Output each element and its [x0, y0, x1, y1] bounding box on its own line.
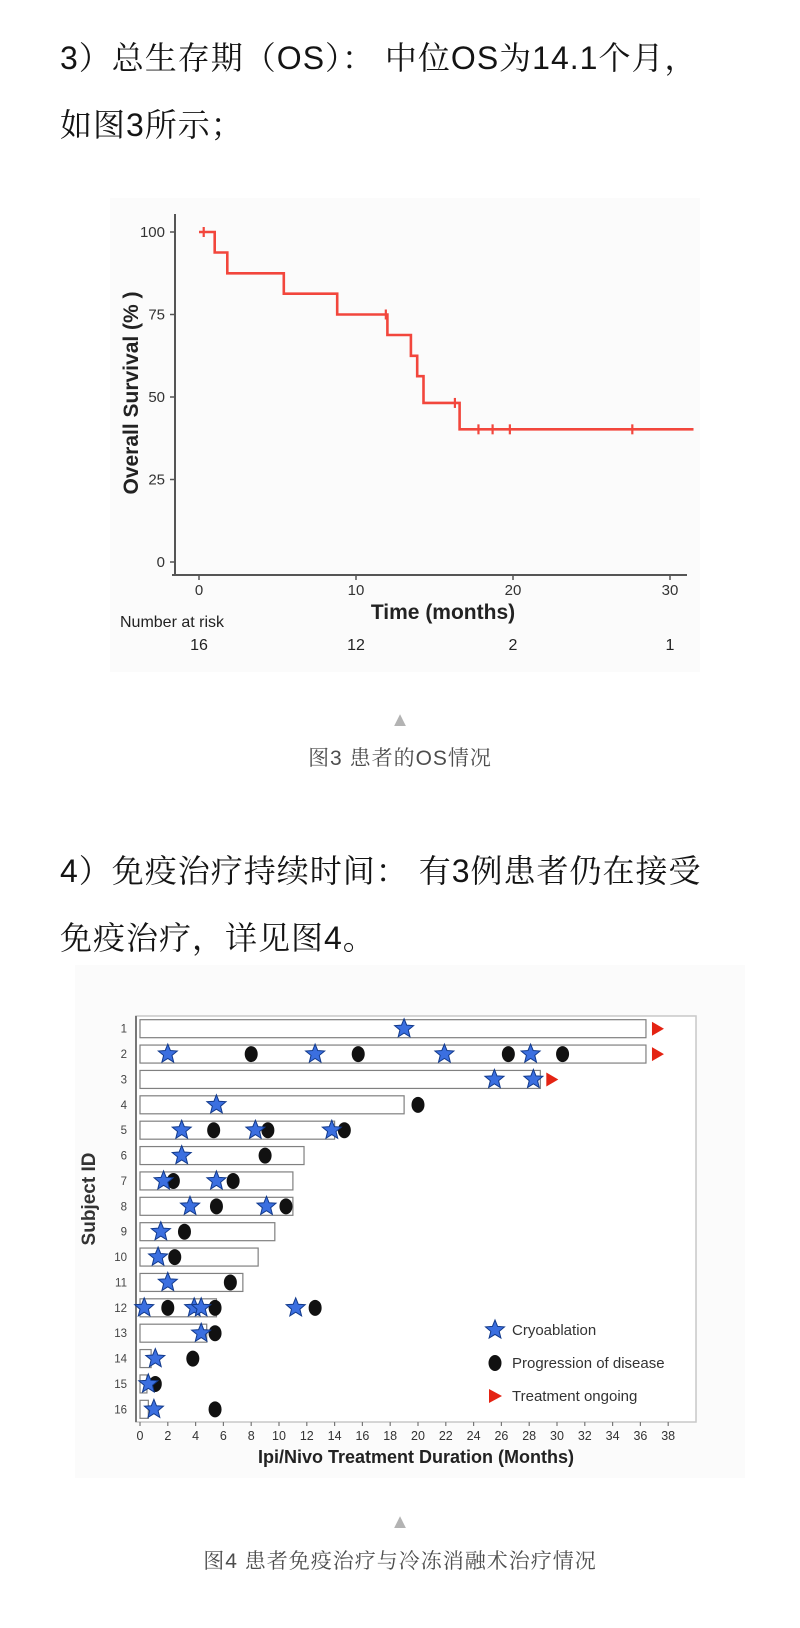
svg-text:Number at risk: Number at risk — [120, 614, 225, 631]
figure3-caption: 图3 患者的OS情况 — [308, 747, 492, 770]
svg-text:25: 25 — [148, 471, 165, 489]
svg-text:1: 1 — [665, 637, 675, 654]
svg-text:50: 50 — [148, 389, 165, 406]
svg-text:13: 13 — [114, 1328, 127, 1341]
figure3-collapse-icon[interactable]: ▲ — [390, 709, 410, 731]
svg-text:Time (months): Time (months) — [370, 601, 516, 624]
svg-text:32: 32 — [577, 1429, 592, 1443]
svg-text:5: 5 — [120, 1125, 127, 1138]
svg-text:3: 3 — [120, 1074, 127, 1087]
svg-text:10: 10 — [114, 1252, 127, 1265]
svg-text:Progression of disease: Progression of disease — [512, 1355, 665, 1372]
paragraph-os-line1: 3）总生存期（OS）： 中位OS为14.1个月， — [60, 40, 698, 76]
svg-text:1: 1 — [120, 1023, 127, 1036]
svg-text:38: 38 — [661, 1429, 676, 1443]
figure4-collapse-icon[interactable]: ▲ — [390, 1511, 410, 1533]
figure3-os-chart — [110, 198, 700, 672]
km-curve-svg — [110, 198, 700, 672]
paragraph-immuno — [60, 838, 760, 972]
svg-text:Overall Survival (% ): Overall Survival (% ) — [120, 291, 143, 495]
svg-text:12: 12 — [347, 637, 365, 654]
svg-text:0: 0 — [136, 1429, 144, 1443]
svg-text:36: 36 — [633, 1429, 648, 1443]
figure4-caption: 图4 患者免疫治疗与冷冻消融术治疗情况 — [203, 1550, 597, 1573]
svg-text:30: 30 — [661, 582, 679, 599]
svg-text:8: 8 — [120, 1201, 127, 1214]
svg-text:100: 100 — [139, 224, 165, 241]
svg-text:24: 24 — [466, 1429, 481, 1443]
figure4-swimmer-chart — [75, 965, 745, 1478]
svg-text:75: 75 — [148, 306, 165, 324]
svg-text:12: 12 — [114, 1302, 127, 1315]
svg-text:6: 6 — [219, 1429, 227, 1443]
svg-text:15: 15 — [114, 1378, 127, 1391]
svg-text:26: 26 — [494, 1429, 509, 1443]
paragraph-immuno-line1: 4）免疫治疗持续时间： 有3例患者仍在接受 — [60, 853, 702, 889]
svg-text:2: 2 — [508, 637, 518, 654]
svg-text:20: 20 — [504, 582, 522, 599]
svg-text:Ipi/Nivo Treatment Duration (M: Ipi/Nivo Treatment Duration (Months) — [257, 1447, 575, 1467]
svg-text:14: 14 — [114, 1353, 127, 1366]
svg-text:28: 28 — [522, 1429, 537, 1443]
svg-text:14: 14 — [327, 1429, 342, 1443]
svg-text:2: 2 — [120, 1049, 127, 1062]
svg-text:16: 16 — [355, 1429, 370, 1443]
svg-text:18: 18 — [383, 1429, 398, 1443]
paragraph-os — [60, 25, 760, 159]
svg-text:12: 12 — [299, 1429, 314, 1443]
svg-text:8: 8 — [247, 1429, 255, 1443]
svg-text:10: 10 — [347, 582, 365, 599]
svg-text:Treatment ongoing: Treatment ongoing — [512, 1388, 638, 1405]
svg-text:Subject ID: Subject ID — [79, 1152, 100, 1246]
svg-text:11: 11 — [115, 1277, 127, 1290]
paragraph-immuno-line2: 免疫治疗，详见图4。 — [60, 920, 376, 956]
svg-text:7: 7 — [120, 1175, 127, 1188]
svg-text:Cryoablation: Cryoablation — [512, 1322, 597, 1339]
svg-text:30: 30 — [550, 1429, 564, 1443]
svg-text:9: 9 — [120, 1226, 127, 1239]
paragraph-os-line2: 如图3所示； — [60, 107, 244, 143]
svg-text:4: 4 — [192, 1429, 200, 1443]
svg-text:16: 16 — [114, 1404, 127, 1417]
svg-text:6: 6 — [120, 1150, 127, 1163]
svg-text:0: 0 — [156, 554, 165, 571]
svg-text:16: 16 — [190, 637, 208, 654]
svg-text:0: 0 — [194, 582, 204, 599]
svg-text:22: 22 — [438, 1429, 453, 1443]
svg-text:10: 10 — [272, 1429, 286, 1443]
svg-text:20: 20 — [411, 1429, 425, 1443]
swimmer-plot-svg — [75, 965, 745, 1478]
svg-text:2: 2 — [164, 1429, 172, 1443]
svg-text:4: 4 — [120, 1099, 127, 1112]
svg-text:34: 34 — [605, 1429, 620, 1443]
